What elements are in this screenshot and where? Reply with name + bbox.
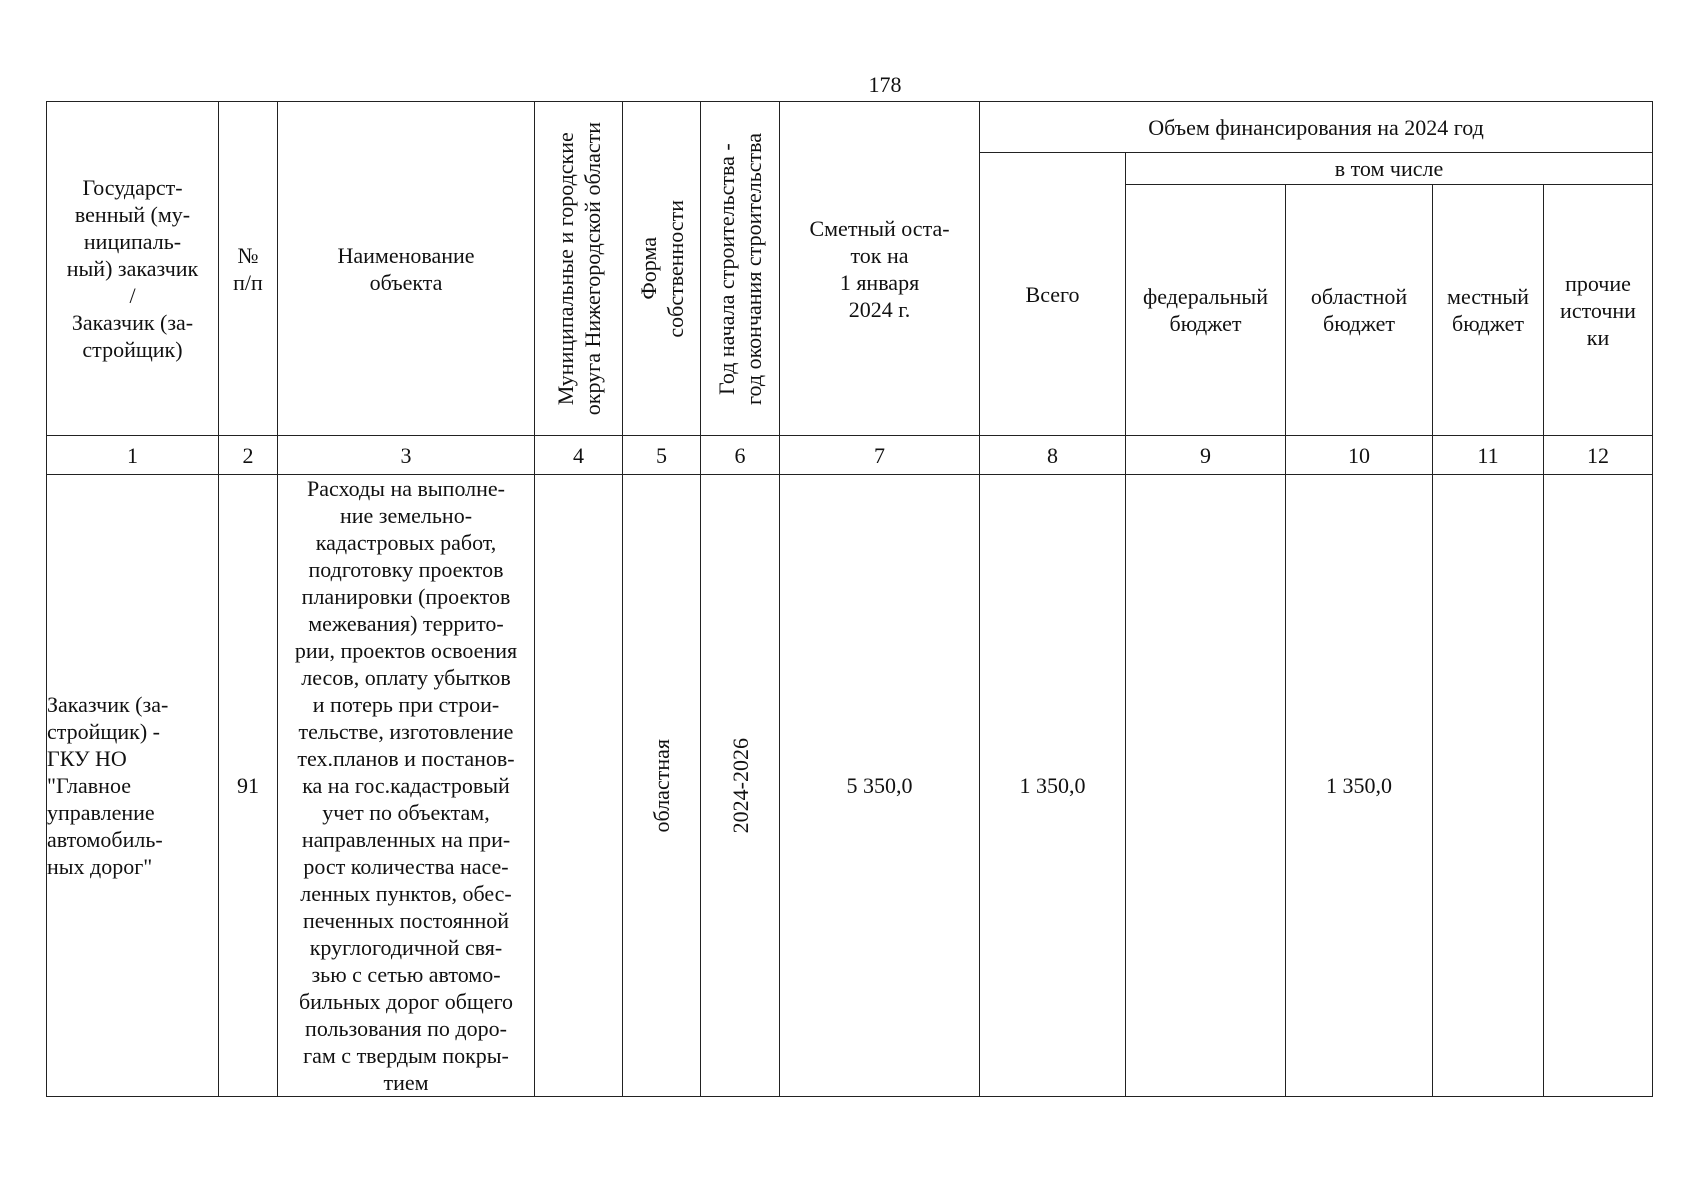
cell-federal xyxy=(1126,475,1286,1097)
column-number: 9 xyxy=(1126,436,1286,475)
header-estimate: Сметный оста- ток на 1 января 2024 г. xyxy=(780,102,980,436)
cell-object-name: Расходы на выполне- ние земельно- кадастровых работ, подготовку проектов планировки (проектов межевания) террито- рии, проектов освоения лесов, оплату убытков и потерь при строи- тельстве, изготовление тех.планов и постанов- ка на гос.кадастровый учет по объектам, направленных на при- рост количества насе- ленных пунктов, обес- печенных постоянной круглогодичной свя- зью с сетью автомо- бильных дорог общего пользования по доро- гам с твердым покры- тием xyxy=(278,475,535,1097)
column-number: 6 xyxy=(701,436,780,475)
cell-num: 91 xyxy=(219,475,278,1097)
column-number: 4 xyxy=(535,436,623,475)
column-number: 10 xyxy=(1286,436,1433,475)
column-number: 8 xyxy=(980,436,1126,475)
header-customer: Государст- венный (му- ниципаль- ный) заказчик / Заказчик (за- стройщик) xyxy=(47,102,219,436)
page-number: 178 xyxy=(868,72,902,97)
header-years: Год начала строительства - год окончания строительства xyxy=(701,102,780,436)
cell-ownership: областная xyxy=(623,475,701,1097)
header-object-name: Наименование объекта xyxy=(278,102,535,436)
column-number: 1 xyxy=(47,436,219,475)
header-num: № п/п xyxy=(219,102,278,436)
header-districts: Муниципальные и городские округа Нижегородской области xyxy=(535,102,623,436)
column-number: 7 xyxy=(780,436,980,475)
column-number: 2 xyxy=(219,436,278,475)
cell-estimate: 5 350,0 xyxy=(780,475,980,1097)
cell-other xyxy=(1544,475,1653,1097)
cell-years: 2024-2026 xyxy=(701,475,780,1097)
financing-table xyxy=(46,101,1653,1097)
header-ownership: Форма собственности xyxy=(623,102,701,436)
cell-district xyxy=(535,475,623,1097)
column-number: 12 xyxy=(1544,436,1653,475)
header-total: Всего xyxy=(980,153,1126,436)
cell-local xyxy=(1433,475,1544,1097)
header-local: местный бюджет xyxy=(1433,185,1544,436)
header-regional: областной бюджет xyxy=(1286,185,1433,436)
cell-customer: Заказчик (за- стройщик) - ГКУ НО "Главное управление автомобиль- ных дорог" xyxy=(47,475,219,1097)
cell-total: 1 350,0 xyxy=(980,475,1126,1097)
cell-regional: 1 350,0 xyxy=(1286,475,1433,1097)
header-including: в том числе xyxy=(1126,153,1653,185)
table-row xyxy=(47,475,1653,1097)
column-number: 5 xyxy=(623,436,701,475)
column-number: 11 xyxy=(1433,436,1544,475)
header-other: прочие источни ки xyxy=(1544,185,1653,436)
header-federal: федеральный бюджет xyxy=(1126,185,1286,436)
column-number: 3 xyxy=(278,436,535,475)
column-number-row xyxy=(47,436,1653,475)
header-funding: Объем финансирования на 2024 год xyxy=(980,102,1653,153)
